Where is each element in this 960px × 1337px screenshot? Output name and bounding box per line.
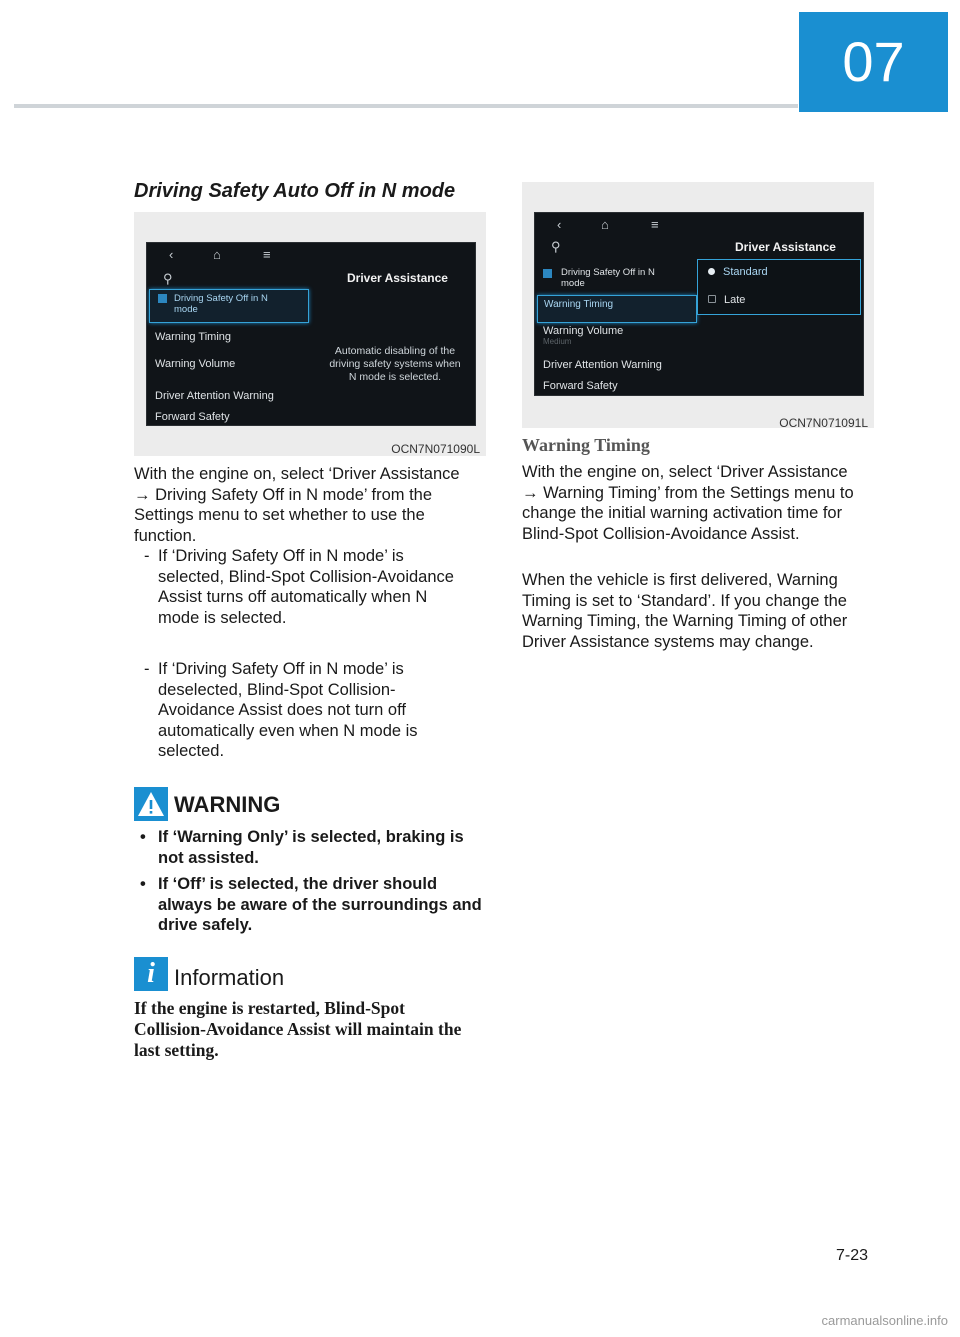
- menu-item-driving-safety-off: [149, 289, 309, 323]
- warning-item-2: If ‘Off’ is selected, the driver should always be aware of the surroundings and drive safely.: [158, 875, 482, 934]
- screen-left: [146, 242, 476, 426]
- back-icon: ‹: [557, 217, 562, 232]
- menu-icon: ≡: [263, 247, 271, 262]
- figure-code: OCN7N071091L: [779, 416, 868, 430]
- option-label: Standard: [723, 266, 768, 278]
- watermark: carmanualsonline.info: [821, 1313, 948, 1328]
- menu-item-warning-volume: [543, 325, 623, 346]
- dash-item-2: If ‘Driving Safety Off in N mode’ is deselected, Blind-Spot Collision-Avoidance Assist does not turn off automatically even when N mode is selected.: [158, 660, 418, 760]
- radio-selected-icon: [708, 268, 715, 275]
- figure-right: [522, 182, 874, 428]
- menu-icon: ≡: [651, 217, 659, 232]
- dash-marker: -: [144, 660, 150, 678]
- menu-item-label: Driving Safety Off in N mode: [561, 267, 655, 289]
- menu-item-warning-timing: [537, 295, 697, 323]
- figure-left: [134, 212, 486, 456]
- page-number: 7-23: [835, 1247, 868, 1264]
- menu-item-driver-attention: Driver Attention Warning: [543, 359, 662, 371]
- information-heading: Information: [174, 965, 285, 990]
- screen-right: [534, 212, 864, 396]
- screen-title: Driver Assistance: [347, 271, 448, 285]
- chapter-tab: 07: [799, 12, 948, 112]
- bullet-marker: •: [140, 875, 146, 893]
- menu-item-warning-timing: Warning Timing: [155, 331, 232, 343]
- warning-icon: [134, 787, 168, 821]
- search-icon: ⚲: [551, 239, 561, 254]
- dash-marker: -: [144, 547, 150, 565]
- information-icon: i: [134, 957, 168, 991]
- dash-item-1: If ‘Driving Safety Off in N mode’ is selected, Blind-Spot Collision-Avoidance Assist turns off automatically when N mode is selected.: [158, 547, 454, 627]
- section-title: Driving Safety Auto Off in N mode: [134, 180, 456, 202]
- menu-item-sub-value: Medium: [543, 337, 572, 346]
- warning-heading: WARNING: [174, 792, 281, 817]
- back-icon: ‹: [169, 247, 174, 262]
- checkbox-icon: [543, 269, 552, 278]
- home-icon: ⌂: [601, 217, 609, 232]
- figure-code: OCN7N071090L: [391, 442, 480, 456]
- information-text: If the engine is restarted, Blind-Spot Collision-Avoidance Assist will maintain the last setting.: [134, 998, 462, 1060]
- checkbox-icon: [158, 294, 167, 303]
- menu-item-warning-volume: Warning Volume: [155, 358, 236, 370]
- search-icon: ⚲: [163, 271, 173, 286]
- menu-item-driver-attention: Driver Attention Warning: [155, 390, 274, 402]
- menu-item-forward-safety: Forward Safety: [543, 380, 618, 392]
- warning-item-1: If ‘Warning Only’ is selected, braking is not assisted.: [158, 828, 464, 867]
- bullet-marker: •: [140, 828, 146, 846]
- menu-item-label: Driving Safety Off in N mode: [174, 293, 268, 315]
- header-rule: [14, 104, 798, 108]
- paragraph-2: When the vehicle is first delivered, Warning Timing is set to ‘Standard’. If you change the Warning Timing, the Warning Timing of other Driver Assistance systems may change.: [522, 571, 848, 651]
- option-standard: [708, 266, 768, 278]
- option-late: [708, 294, 745, 306]
- radio-unselected-icon: [708, 295, 716, 303]
- paragraph-1: With the engine on, select ‘Driver Assistance → Warning Timing’ from the Settings menu to change the initial warning activation time for Blind-Spot Collision-Avoidance Assist.: [522, 463, 854, 543]
- intro-text: With the engine on, select ‘Driver Assistance → Driving Safety Off in N mode’ from the Settings menu to set whether to use the function.: [134, 465, 460, 545]
- subsection-title: Warning Timing: [522, 435, 650, 455]
- menu-item-forward-safety: Forward Safety: [155, 411, 230, 423]
- menu-item-label: Warning Volume: [543, 325, 624, 337]
- option-label: Late: [724, 294, 746, 306]
- options-panel: [697, 259, 861, 315]
- screen-title: Driver Assistance: [735, 240, 836, 254]
- home-icon: ⌂: [213, 247, 221, 262]
- screen-description: Automatic disabling of the driving safety systems when N mode is selected.: [329, 345, 461, 383]
- menu-item-label: Warning Timing: [544, 299, 614, 310]
